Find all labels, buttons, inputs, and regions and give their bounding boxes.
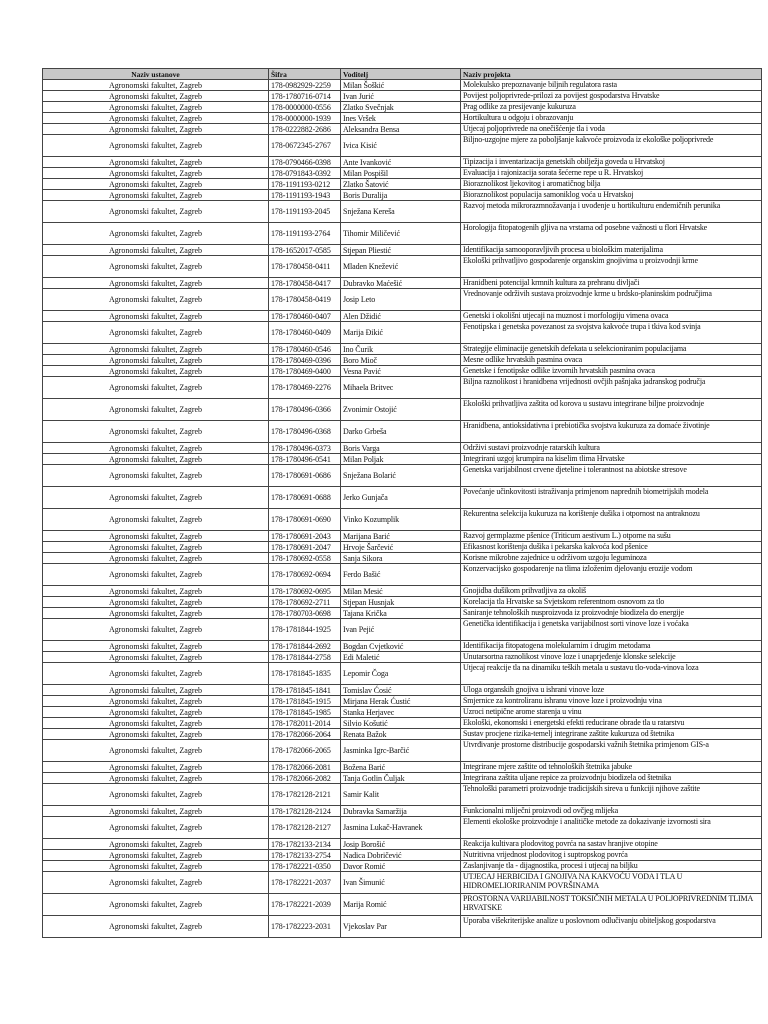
cell-lead: Josip Borošić (341, 839, 461, 850)
cell-lead: Tanja Gotlin Čuljak (341, 773, 461, 784)
cell-institution: Agronomski fakultet, Zagreb (43, 102, 269, 113)
table-row (43, 707, 762, 718)
cell-lead: Milan Mesić (341, 586, 461, 597)
cell-lead: Ino Čurik (341, 344, 461, 355)
table-row (43, 256, 762, 278)
cell-code: 178-1780496-0368 (269, 421, 341, 443)
table-row (43, 377, 762, 399)
cell-lead: Lepomir Čoga (341, 663, 461, 685)
cell-lead: Jasminka Igrc-Barčić (341, 740, 461, 762)
cell-lead: Josip Leto (341, 289, 461, 311)
cell-institution: Agronomski fakultet, Zagreb (43, 531, 269, 542)
table-row (43, 168, 762, 179)
cell-lead: Silvio Košutić (341, 718, 461, 729)
table-row (43, 135, 762, 157)
cell-code: 178-1781844-1925 (269, 619, 341, 641)
cell-code: 178-1781845-1985 (269, 707, 341, 718)
cell-code: 178-1780458-0419 (269, 289, 341, 311)
table-row (43, 278, 762, 289)
cell-institution: Agronomski fakultet, Zagreb (43, 113, 269, 124)
cell-lead: Hrvoje Šarčević (341, 542, 461, 553)
table-row (43, 366, 762, 377)
cell-code: 178-1780716-0714 (269, 91, 341, 102)
cell-lead: Aleksandra Bensa (341, 124, 461, 135)
cell-institution: Agronomski fakultet, Zagreb (43, 696, 269, 707)
document-page (42, 68, 761, 938)
cell-project: Genetske i fenotipske odlike izvornih hrvatskih pasmina ovaca (461, 366, 762, 377)
cell-code: 178-1780469-0396 (269, 355, 341, 366)
cell-project: Saniranje tehnoloških nusproizvoda iz proizvodnje biodizela do energije (461, 608, 762, 619)
cell-lead: Boris Duralija (341, 190, 461, 201)
cell-institution: Agronomski fakultet, Zagreb (43, 366, 269, 377)
cell-institution: Agronomski fakultet, Zagreb (43, 619, 269, 641)
cell-code: 178-1782133-2134 (269, 839, 341, 850)
cell-institution: Agronomski fakultet, Zagreb (43, 597, 269, 608)
cell-institution: Agronomski fakultet, Zagreb (43, 652, 269, 663)
cell-lead: Boro Mioč (341, 355, 461, 366)
cell-project: Integrirani uzgoj krumpira na kiselim tlima Hrvatske (461, 454, 762, 465)
cell-project: Unutarsortna raznolikost vinove loze i unaprjeđenje klonske selekcije (461, 652, 762, 663)
table-row (43, 201, 762, 223)
cell-project: Rekurentna selekcija kukuruza na korištenje dušika i otpornost na antraknozu (461, 509, 762, 531)
cell-institution: Agronomski fakultet, Zagreb (43, 817, 269, 839)
table-row (43, 839, 762, 850)
cell-code: 178-1782221-2037 (269, 872, 341, 894)
table-row (43, 894, 762, 916)
cell-code: 178-1782133-2754 (269, 850, 341, 861)
cell-code: 178-1781844-2758 (269, 652, 341, 663)
cell-institution: Agronomski fakultet, Zagreb (43, 641, 269, 652)
cell-code: 178-0672345-2767 (269, 135, 341, 157)
cell-institution: Agronomski fakultet, Zagreb (43, 179, 269, 190)
cell-lead: Milan Šoškić (341, 80, 461, 91)
cell-institution: Agronomski fakultet, Zagreb (43, 454, 269, 465)
cell-project: Uloga organskih gnojiva u ishrani vinove loze (461, 685, 762, 696)
cell-lead: Ivan Jurić (341, 91, 461, 102)
cell-institution: Agronomski fakultet, Zagreb (43, 190, 269, 201)
cell-project: Integrirane mjere zaštite od tehnoloških štetnika jabuke (461, 762, 762, 773)
table-row (43, 245, 762, 256)
cell-code: 178-1780692-2711 (269, 597, 341, 608)
cell-institution: Agronomski fakultet, Zagreb (43, 344, 269, 355)
cell-code: 178-1782128-2127 (269, 817, 341, 839)
table-header-row (43, 69, 762, 80)
cell-project: Hortikultura u odgoju i obrazovanju (461, 113, 762, 124)
cell-project: Identifikacija fitopatogena molekularnim i drugim metodama (461, 641, 762, 652)
cell-project: Uzroci netipične arome starenja u vinu (461, 707, 762, 718)
cell-project: Hranidbena, antioksidativna i prebiotička svojstva kukuruza za domaće životinje (461, 421, 762, 443)
cell-code: 178-1780496-0541 (269, 454, 341, 465)
cell-project: Prag odlike za presijevanje kukuruza (461, 102, 762, 113)
cell-project: Utvrđivanje prostorne distribucije gospodarski važnih štetnika primjenom GIS-a (461, 740, 762, 762)
table-row (43, 663, 762, 685)
cell-institution: Agronomski fakultet, Zagreb (43, 91, 269, 102)
cell-project: Ekološki prihvatljiva zaštita od korova u sustavu integrirane biljne proizvodnje (461, 399, 762, 421)
cell-institution: Agronomski fakultet, Zagreb (43, 377, 269, 399)
cell-code: 178-1191193-0212 (269, 179, 341, 190)
cell-lead: Alen Džidić (341, 311, 461, 322)
table-row (43, 597, 762, 608)
table-row (43, 124, 762, 135)
cell-code: 178-1780691-0686 (269, 465, 341, 487)
cell-lead: Milan Pospišil (341, 168, 461, 179)
cell-code: 178-1782221-0350 (269, 861, 341, 872)
cell-lead: Božena Barić (341, 762, 461, 773)
table-row (43, 850, 762, 861)
cell-institution: Agronomski fakultet, Zagreb (43, 245, 269, 256)
cell-lead: Marijana Barić (341, 531, 461, 542)
table-row (43, 509, 762, 531)
table-row (43, 817, 762, 839)
cell-institution: Agronomski fakultet, Zagreb (43, 124, 269, 135)
cell-code: 178-1782066-2064 (269, 729, 341, 740)
table-row (43, 487, 762, 509)
cell-institution: Agronomski fakultet, Zagreb (43, 509, 269, 531)
cell-institution: Agronomski fakultet, Zagreb (43, 894, 269, 916)
table-row (43, 685, 762, 696)
cell-project: Konzervacijsko gospodarenje na tlima izloženim djelovanju erozije vodom (461, 564, 762, 586)
table-row (43, 311, 762, 322)
table-row (43, 773, 762, 784)
cell-project: Bioraznolikost ljekovitog i aromatičnog bilja (461, 179, 762, 190)
table-row (43, 872, 762, 894)
table-row (43, 190, 762, 201)
cell-code: 178-1780692-0695 (269, 586, 341, 597)
cell-institution: Agronomski fakultet, Zagreb (43, 201, 269, 223)
table-row (43, 113, 762, 124)
cell-institution: Agronomski fakultet, Zagreb (43, 553, 269, 564)
cell-institution: Agronomski fakultet, Zagreb (43, 729, 269, 740)
table-row (43, 344, 762, 355)
cell-institution: Agronomski fakultet, Zagreb (43, 872, 269, 894)
cell-lead: Ivica Kisić (341, 135, 461, 157)
cell-code: 178-1781845-1835 (269, 663, 341, 685)
cell-code: 178-1780691-2047 (269, 542, 341, 553)
cell-institution: Agronomski fakultet, Zagreb (43, 861, 269, 872)
cell-lead: Ivan Šimunić (341, 872, 461, 894)
cell-institution: Agronomski fakultet, Zagreb (43, 916, 269, 938)
cell-institution: Agronomski fakultet, Zagreb (43, 399, 269, 421)
cell-lead: Stanka Herjavec (341, 707, 461, 718)
cell-institution: Agronomski fakultet, Zagreb (43, 223, 269, 245)
cell-lead: Ivan Pejić (341, 619, 461, 641)
cell-institution: Agronomski fakultet, Zagreb (43, 168, 269, 179)
cell-project: Zaslanjivanje tla - dijagnostika, procesi i utjecaj na biljku (461, 861, 762, 872)
cell-project: Razvoj germplazme pšenice (Triticum aestivum L.) otporne na sušu (461, 531, 762, 542)
cell-lead: Sanja Sikora (341, 553, 461, 564)
cell-lead: Vinko Kozumplik (341, 509, 461, 531)
cell-institution: Agronomski fakultet, Zagreb (43, 80, 269, 91)
cell-code: 178-1782221-2039 (269, 894, 341, 916)
table-row (43, 80, 762, 91)
table-row (43, 454, 762, 465)
cell-project: Korisne mikrobne zajednice u održivom uzgoju leguminoza (461, 553, 762, 564)
cell-code: 178-0791843-0392 (269, 168, 341, 179)
table-row (43, 443, 762, 454)
cell-project: Povijest poljoprivrede-prilozi za povijest gospodarstva Hrvatske (461, 91, 762, 102)
cell-project: Smjernice za kontroliranu ishranu vinove loze i proizvodnju vina (461, 696, 762, 707)
table-row (43, 762, 762, 773)
cell-code: 178-1782223-2031 (269, 916, 341, 938)
cell-project: Vrednovanje održivih sustava proizvodnje krme u brdsko-planinskim područjima (461, 289, 762, 311)
cell-institution: Agronomski fakultet, Zagreb (43, 850, 269, 861)
table-row (43, 553, 762, 564)
cell-lead: Renata Bažok (341, 729, 461, 740)
cell-institution: Agronomski fakultet, Zagreb (43, 278, 269, 289)
table-row (43, 465, 762, 487)
cell-institution: Agronomski fakultet, Zagreb (43, 135, 269, 157)
cell-code: 178-1780691-0690 (269, 509, 341, 531)
header-project: Naziv projekta (461, 69, 762, 80)
cell-code: 178-0000000-0556 (269, 102, 341, 113)
table-row (43, 399, 762, 421)
cell-lead: Milan Poljak (341, 454, 461, 465)
cell-lead: Snježana Kereša (341, 201, 461, 223)
cell-institution: Agronomski fakultet, Zagreb (43, 421, 269, 443)
cell-code: 178-1191193-2764 (269, 223, 341, 245)
cell-institution: Agronomski fakultet, Zagreb (43, 806, 269, 817)
cell-project: Reakcija kultivara plodovitog povrća na sastav hranjive otopine (461, 839, 762, 850)
cell-code: 178-0222882-2686 (269, 124, 341, 135)
cell-project: Hranidbeni potencijal krmnih kultura za prehranu divljači (461, 278, 762, 289)
table-row (43, 608, 762, 619)
header-institution: Naziv ustanove (43, 69, 269, 80)
cell-lead: Zlatko Svečnjak (341, 102, 461, 113)
cell-lead: Ante Ivanković (341, 157, 461, 168)
cell-code: 178-0790466-0398 (269, 157, 341, 168)
cell-lead: Marija Romić (341, 894, 461, 916)
cell-institution: Agronomski fakultet, Zagreb (43, 839, 269, 850)
cell-code: 178-1780460-0409 (269, 322, 341, 344)
cell-lead: Dubravka Samaržija (341, 806, 461, 817)
cell-project: Ekološki prihvatljivo gospodarenje organskim gnojivima u proizvodnji krme (461, 256, 762, 278)
cell-lead: Mladen Knežević (341, 256, 461, 278)
table-row (43, 696, 762, 707)
cell-project: Biljna raznolikost i hranidbena vrijednosti ovčjih pašnjaka jadranskog područja (461, 377, 762, 399)
cell-code: 178-1191193-1943 (269, 190, 341, 201)
table-row (43, 619, 762, 641)
table-row (43, 289, 762, 311)
cell-code: 178-0000000-1939 (269, 113, 341, 124)
cell-code: 178-1652017-0585 (269, 245, 341, 256)
header-code: Šifra (269, 69, 341, 80)
table-row (43, 157, 762, 168)
cell-code: 178-1782128-2121 (269, 784, 341, 806)
cell-lead: Snježana Bolarić (341, 465, 461, 487)
cell-lead: Davor Romić (341, 861, 461, 872)
cell-code: 178-1781844-2692 (269, 641, 341, 652)
table-row (43, 102, 762, 113)
cell-code: 178-1780496-0366 (269, 399, 341, 421)
cell-project: Mesne odlike hrvatskih pasmina ovaca (461, 355, 762, 366)
cell-project: Ekološki, ekonomski i energetski efekti reducirane obrade tla u ratarstvu (461, 718, 762, 729)
table-row (43, 179, 762, 190)
cell-project: Utjecaj poljoprivrede na onečišćenje tla i voda (461, 124, 762, 135)
cell-project: Utjecaj reakcije tla na dinamiku teških metala u sustavu tlo-voda-vinova loza (461, 663, 762, 685)
cell-institution: Agronomski fakultet, Zagreb (43, 740, 269, 762)
cell-project: Održivi sustavi proizvodnje ratarskih kultura (461, 443, 762, 454)
cell-project: Genetička identifikacija i genetska varijabilnost sorti vinove loze i voćaka (461, 619, 762, 641)
cell-project: Integrirana zaštita uljane repice za proizvodnju biodizela od štetnika (461, 773, 762, 784)
cell-project: Povećanje učinkovitosti istraživanja primjenom naprednih biometrijskih modela (461, 487, 762, 509)
cell-lead: Samir Kalit (341, 784, 461, 806)
cell-lead: Edi Maletić (341, 652, 461, 663)
cell-code: 178-1780458-0417 (269, 278, 341, 289)
cell-code: 178-1780460-0407 (269, 311, 341, 322)
cell-code: 178-1782011-2014 (269, 718, 341, 729)
cell-lead: Nadica Dobričević (341, 850, 461, 861)
cell-code: 178-1780691-0688 (269, 487, 341, 509)
cell-project: Genetski i okolišni utjecaji na muznost i morfologiju vimena ovaca (461, 311, 762, 322)
cell-lead: Zvonimir Ostojić (341, 399, 461, 421)
table-row (43, 421, 762, 443)
cell-institution: Agronomski fakultet, Zagreb (43, 564, 269, 586)
cell-project: Tipizacija i inventarizacija genetskih obilježja goveda u Hrvatskoj (461, 157, 762, 168)
table-body (43, 80, 762, 938)
header-lead: Voditelj (341, 69, 461, 80)
cell-lead: Tihomir Miličević (341, 223, 461, 245)
cell-code: 178-1780692-0694 (269, 564, 341, 586)
cell-code: 178-1780460-0546 (269, 344, 341, 355)
cell-code: 178-1782066-2081 (269, 762, 341, 773)
cell-institution: Agronomski fakultet, Zagreb (43, 542, 269, 553)
cell-project: Strategije eliminacije genetskih defekata u selekcioniranim populacijama (461, 344, 762, 355)
cell-project: Razvoj metoda mikrorazmnožavanja i uvođenje u hortikulturu endemičnih perunika (461, 201, 762, 223)
cell-code: 178-1780458-0411 (269, 256, 341, 278)
cell-project: Funkcionalni mliječni proizvodi od ovčjeg mlijeka (461, 806, 762, 817)
cell-institution: Agronomski fakultet, Zagreb (43, 586, 269, 597)
cell-lead: Mihaela Britvec (341, 377, 461, 399)
table-row (43, 542, 762, 553)
cell-project: PROSTORNA VARIJABILNOST TOKSIČNIH METALA U POLJOPRIVREDNIM TLIMA HRVATSKE (461, 894, 762, 916)
table-row (43, 784, 762, 806)
cell-project: Genetska varijabilnost crvene djeteline i tolerantnost na abiotske stresove (461, 465, 762, 487)
cell-lead: Stjepan Husnjak (341, 597, 461, 608)
cell-project: Horologija fitopatogenih gljiva na vrstama od posebne važnosti u flori Hrvatske (461, 223, 762, 245)
cell-lead: Jasmina Lukač-Havranek (341, 817, 461, 839)
cell-institution: Agronomski fakultet, Zagreb (43, 289, 269, 311)
cell-institution: Agronomski fakultet, Zagreb (43, 157, 269, 168)
projects-table (42, 68, 762, 938)
table-row (43, 223, 762, 245)
cell-lead: Ines Vršek (341, 113, 461, 124)
cell-institution: Agronomski fakultet, Zagreb (43, 487, 269, 509)
table-row (43, 641, 762, 652)
cell-institution: Agronomski fakultet, Zagreb (43, 608, 269, 619)
cell-project: Molekulsko prepoznavanje biljnih regulatora rasta (461, 80, 762, 91)
table-row (43, 740, 762, 762)
cell-project: Evaluacija i rajonizacija sorata šećerne repe u R. Hrvatskoj (461, 168, 762, 179)
cell-institution: Agronomski fakultet, Zagreb (43, 663, 269, 685)
cell-code: 178-1780469-2276 (269, 377, 341, 399)
cell-institution: Agronomski fakultet, Zagreb (43, 773, 269, 784)
cell-project: Tehnološki parametri proizvodnje tradicijskih sireva u funkciji njihove zaštite (461, 784, 762, 806)
cell-project: Identifikacija samooporavljivih procesa u biološkim materijalima (461, 245, 762, 256)
cell-code: 178-1781845-1915 (269, 696, 341, 707)
cell-lead: Vjekoslav Par (341, 916, 461, 938)
cell-code: 178-1782128-2124 (269, 806, 341, 817)
cell-lead: Dubravko Maćešić (341, 278, 461, 289)
cell-code: 178-1780469-0400 (269, 366, 341, 377)
table-row (43, 91, 762, 102)
cell-project: Elementi ekološke proizvodnje i analitičke metode za dokazivanje izvornosti sira (461, 817, 762, 839)
cell-code: 178-1782066-2082 (269, 773, 341, 784)
cell-institution: Agronomski fakultet, Zagreb (43, 762, 269, 773)
cell-project: Nutritivna vrijednost plodovitog i suptropskog povrća (461, 850, 762, 861)
cell-project: Korelacija tla Hrvatske sa Svjetskom referentnom osnovom za tlo (461, 597, 762, 608)
cell-lead: Boris Varga (341, 443, 461, 454)
cell-lead: Zlatko Šatović (341, 179, 461, 190)
cell-project: UTJECAJ HERBICIDA I GNOJIVA NA KAKVOĆU VODA I TLA U HIDROMELIORIRANIM POVRŠINAMA (461, 872, 762, 894)
cell-institution: Agronomski fakultet, Zagreb (43, 256, 269, 278)
cell-institution: Agronomski fakultet, Zagreb (43, 707, 269, 718)
table-row (43, 806, 762, 817)
cell-lead: Jerko Gunjača (341, 487, 461, 509)
table-row (43, 729, 762, 740)
cell-institution: Agronomski fakultet, Zagreb (43, 718, 269, 729)
table-row (43, 652, 762, 663)
cell-code: 178-1780703-0698 (269, 608, 341, 619)
cell-institution: Agronomski fakultet, Zagreb (43, 685, 269, 696)
cell-project: Fenotipska i genetska povezanost za svojstva kakvoće trupa i tkiva kod svinja (461, 322, 762, 344)
cell-institution: Agronomski fakultet, Zagreb (43, 355, 269, 366)
table-row (43, 564, 762, 586)
table-row (43, 531, 762, 542)
table-row (43, 322, 762, 344)
table-row (43, 586, 762, 597)
cell-lead: Tajana Krička (341, 608, 461, 619)
table-row (43, 861, 762, 872)
cell-lead: Tomislav Ćosić (341, 685, 461, 696)
cell-project: Biljno-uzgojne mjere za poboljšanje kakvoće proizvoda iz ekološke poljoprivrede (461, 135, 762, 157)
cell-code: 178-0982929-2259 (269, 80, 341, 91)
cell-institution: Agronomski fakultet, Zagreb (43, 465, 269, 487)
cell-project: Sustav procjene rizika-temelj integrirane zaštite kukuruza od štetnika (461, 729, 762, 740)
cell-lead: Marija Đikić (341, 322, 461, 344)
table-row (43, 355, 762, 366)
cell-lead: Mirjana Herak Ćustić (341, 696, 461, 707)
cell-project: Uporaba višekriterijske analize u poslovnom odlučivanju obiteljskog gospodarstva (461, 916, 762, 938)
cell-lead: Bogdan Cvjetković (341, 641, 461, 652)
cell-lead: Ferdo Bašić (341, 564, 461, 586)
cell-code: 178-1781845-1841 (269, 685, 341, 696)
cell-code: 178-1780691-2043 (269, 531, 341, 542)
table-row (43, 916, 762, 938)
cell-lead: Vesna Pavić (341, 366, 461, 377)
cell-institution: Agronomski fakultet, Zagreb (43, 443, 269, 454)
cell-code: 178-1782066-2065 (269, 740, 341, 762)
cell-lead: Stjepan Pliestić (341, 245, 461, 256)
cell-lead: Darko Grbeša (341, 421, 461, 443)
cell-institution: Agronomski fakultet, Zagreb (43, 784, 269, 806)
cell-project: Efikasnost korištenja dušika i pekarska kakvoća kod pšenice (461, 542, 762, 553)
cell-code: 178-1780692-0558 (269, 553, 341, 564)
cell-code: 178-1191193-2045 (269, 201, 341, 223)
cell-project: Gnojidba dušikom prihvatljiva za okoliš (461, 586, 762, 597)
cell-institution: Agronomski fakultet, Zagreb (43, 311, 269, 322)
cell-institution: Agronomski fakultet, Zagreb (43, 322, 269, 344)
cell-project: Bioraznolikost populacija samoniklog voća u Hrvatskoj (461, 190, 762, 201)
table-row (43, 718, 762, 729)
cell-code: 178-1780496-0373 (269, 443, 341, 454)
